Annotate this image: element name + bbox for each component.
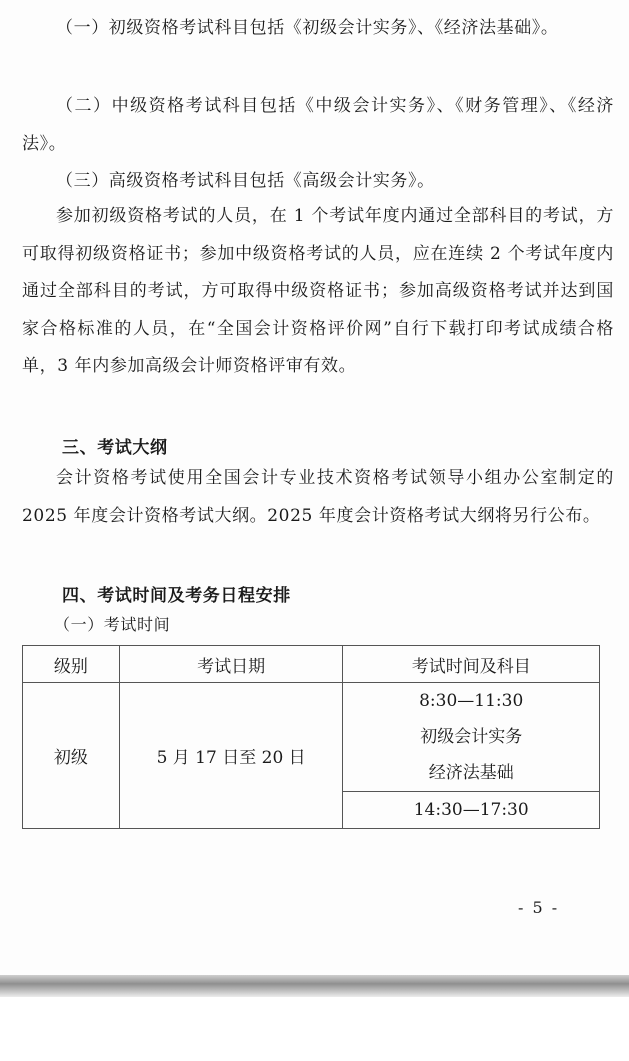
- subheading-exam-time: （一）考试时间: [54, 615, 171, 634]
- header-time-and-subject: 考试时间及科目: [343, 646, 600, 683]
- section-heading-exam-outline: 三、考试大纲: [62, 438, 168, 458]
- header-level: 级别: [23, 646, 120, 683]
- section-heading-exam-schedule: 四、考试时间及考务日程安排: [62, 586, 291, 606]
- cell-time-subjects: [343, 683, 600, 829]
- slot-subject-economic-law: 经济法基础: [428, 763, 514, 783]
- paragraph-intermediate-subjects: （二）中级资格考试科目包括《中级会计实务》、《财务管理》、《经济法》。: [22, 96, 614, 154]
- page-edge-shadow: [0, 975, 629, 997]
- slot-morning-time: 8:30—11:30: [419, 691, 524, 711]
- exam-time-table: [22, 645, 600, 829]
- cell-level: 初级: [23, 683, 120, 829]
- table-header-row: [23, 646, 600, 683]
- paragraph-exam-outline: 会计资格考试使用全国会计专业技术资格考试领导小组办公室制定的 2025 年度会计资格考试大纲。2025 年度会计资格考试大纲将另行公布。: [22, 468, 614, 526]
- header-exam-date: 考试日期: [119, 646, 343, 683]
- paragraph-senior-subjects: （三）高级资格考试科目包括《高级会计实务》。: [56, 171, 435, 191]
- slot-afternoon-time: 14:30—17:30: [343, 791, 599, 828]
- page-number: - 5 -: [518, 898, 560, 917]
- slot-subject-junior-practice: 初级会计实务: [420, 727, 523, 747]
- paragraph-certificate-rules: 参加初级资格考试的人员，在 1 个考试年度内通过全部科目的考试，方可取得初级资格证书；参加中级资格考试的人员，应在连续 2 个考试年度内通过全部科目的考试，方可取得中级资格证书；参加高级资格考试并达到国家合格标准的人员，在“全国会计资格评价网”自行下载打印考试成绩合格单，3 年内参加高级会计师资格评审有效。: [22, 206, 614, 376]
- table-row: [23, 683, 600, 829]
- cell-date: 5 月 17 日至 20 日: [119, 683, 343, 829]
- paragraph-junior-subjects: （一）初级资格考试科目包括《初级会计实务》、《经济法基础》。: [56, 18, 559, 38]
